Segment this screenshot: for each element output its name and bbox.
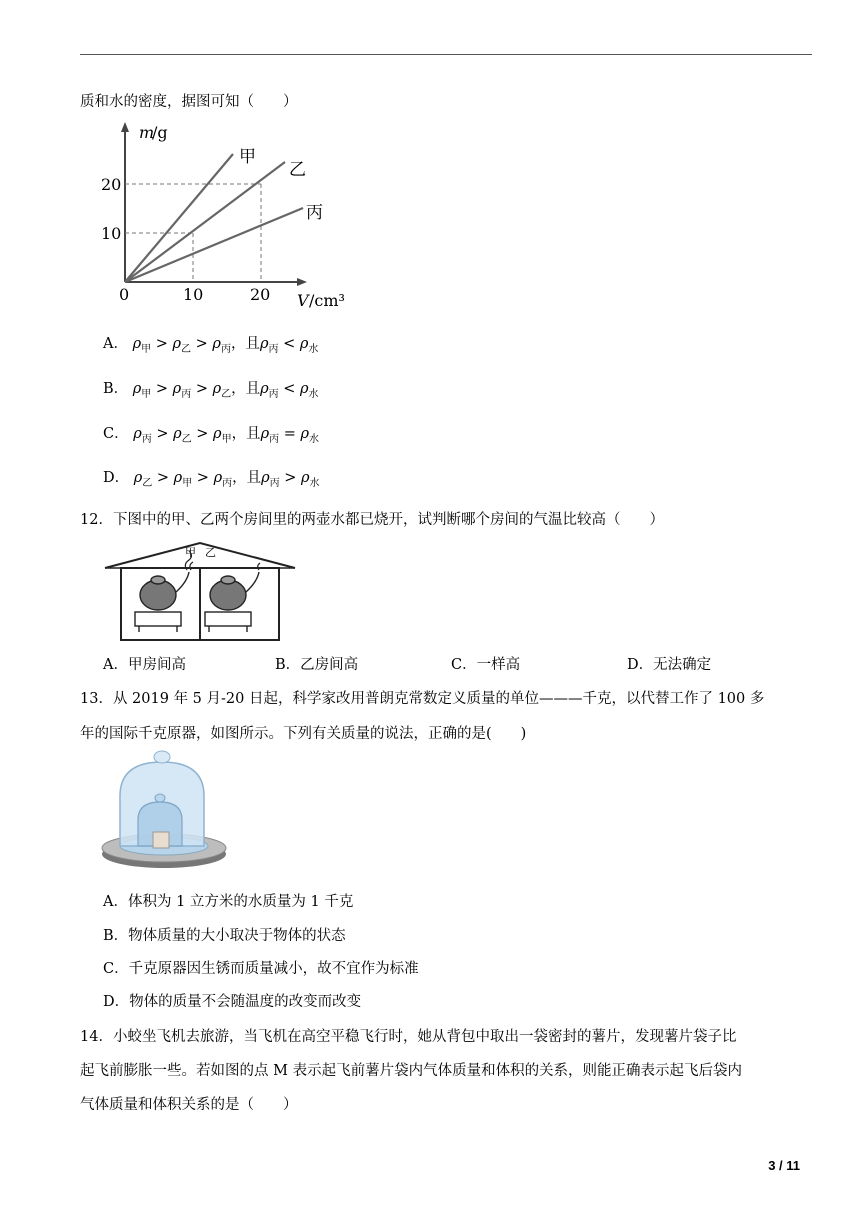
y-axis-label-m: m bbox=[139, 123, 155, 142]
mass-volume-graph bbox=[95, 118, 365, 313]
q14-stem-line3: 气体质量和体积关系的是（ ） bbox=[80, 1097, 298, 1113]
y-tick-10: 10 bbox=[101, 224, 122, 243]
q11-option-a[interactable]: A． $\rho_甲 > \rho_乙 > \rho_丙$，且$\rho_丙 < \rho_水$ bbox=[103, 336, 319, 355]
q13-option-b[interactable]: B．物体质量的大小取决于物体的状态 bbox=[103, 928, 346, 944]
q13-stem-line2: 年的国际千克原器，如图所示。下列有关质量的说法，正确的是( ) bbox=[80, 726, 527, 742]
q14-stem-line1: 14．小蛟坐飞机去旅游，当飞机在高空平稳飞行时，她从背包中取出一袋密封的薯片，发现薯片袋子比 bbox=[80, 1029, 737, 1045]
kilogram-prototype-figure bbox=[100, 750, 232, 874]
room-label-jia: 甲 bbox=[185, 546, 196, 559]
x-tick-10: 10 bbox=[183, 285, 204, 304]
page-number: 3 / 11 bbox=[768, 1158, 800, 1173]
q12-stem: 12．下图中的甲、乙两个房间里的两壶水都已烧开，试判断哪个房间的气温比较高（ ） bbox=[80, 512, 664, 528]
kilogram-cylinder bbox=[153, 832, 169, 848]
q11-option-b[interactable]: B． $\rho_甲 > \rho_丙 > \rho_乙$，且$\rho_丙 < \rho_水$ bbox=[103, 381, 319, 400]
two-rooms-figure bbox=[103, 540, 298, 644]
header-rule bbox=[80, 54, 812, 55]
q12-option-d[interactable]: D．无法确定 bbox=[627, 657, 712, 673]
line-jia bbox=[125, 154, 233, 282]
q11-option-c[interactable]: C． $\rho_丙 > \rho_乙 > \rho_甲$，且$\rho_丙 = \rho_水$ bbox=[103, 426, 319, 445]
y-tick-20: 20 bbox=[101, 175, 122, 194]
x-axis-label-v: V bbox=[297, 291, 309, 310]
line-bing bbox=[125, 208, 303, 282]
roof bbox=[105, 543, 295, 568]
q13-option-d[interactable]: D．物体的质量不会随温度的改变而改变 bbox=[103, 994, 362, 1010]
label-yi: 乙 bbox=[289, 160, 306, 180]
kettle-left bbox=[135, 572, 189, 632]
q13-option-c[interactable]: C．千克原器因生锈而质量减小，故不宜作为标准 bbox=[103, 961, 419, 977]
bell-knob bbox=[154, 751, 170, 763]
q13-stem-line1: 13．从 2019 年 5 月-20 日起，科学家改用普朗克常数定义质量的单位———千克，以代替工作了 100 多 bbox=[80, 691, 765, 707]
y-axis-label-unit: /g bbox=[152, 123, 168, 142]
y-axis-arrow bbox=[121, 122, 129, 132]
q12-option-a[interactable]: A．甲房间高 bbox=[103, 657, 186, 673]
room-label-yi: 乙 bbox=[205, 546, 216, 559]
q11-option-d[interactable]: D． $\rho_乙 > \rho_甲 > \rho_丙$，且$\rho_丙 > \rho_水$ bbox=[103, 470, 320, 489]
x-axis-label-unit: /cm³ bbox=[309, 291, 345, 310]
origin-label: 0 bbox=[119, 285, 130, 304]
q12-option-c[interactable]: C．一样高 bbox=[451, 657, 521, 673]
q13-option-a[interactable]: A．体积为 1 立方米的水质量为 1 千克 bbox=[103, 894, 354, 910]
x-axis-arrow bbox=[297, 278, 307, 286]
label-jia: 甲 bbox=[239, 147, 256, 167]
label-bing: 丙 bbox=[306, 203, 323, 223]
q12-option-b[interactable]: B．乙房间高 bbox=[275, 657, 359, 673]
q11-stem-tail: 质和水的密度，据图可知（ ） bbox=[80, 94, 298, 110]
q14-stem-line2: 起飞前膨胀一些。若如图的点 M 表示起飞前薯片袋内气体质量和体积的关系，则能正确表示起飞后袋内 bbox=[80, 1063, 743, 1079]
kettle-right bbox=[205, 572, 259, 632]
x-tick-20: 20 bbox=[250, 285, 271, 304]
